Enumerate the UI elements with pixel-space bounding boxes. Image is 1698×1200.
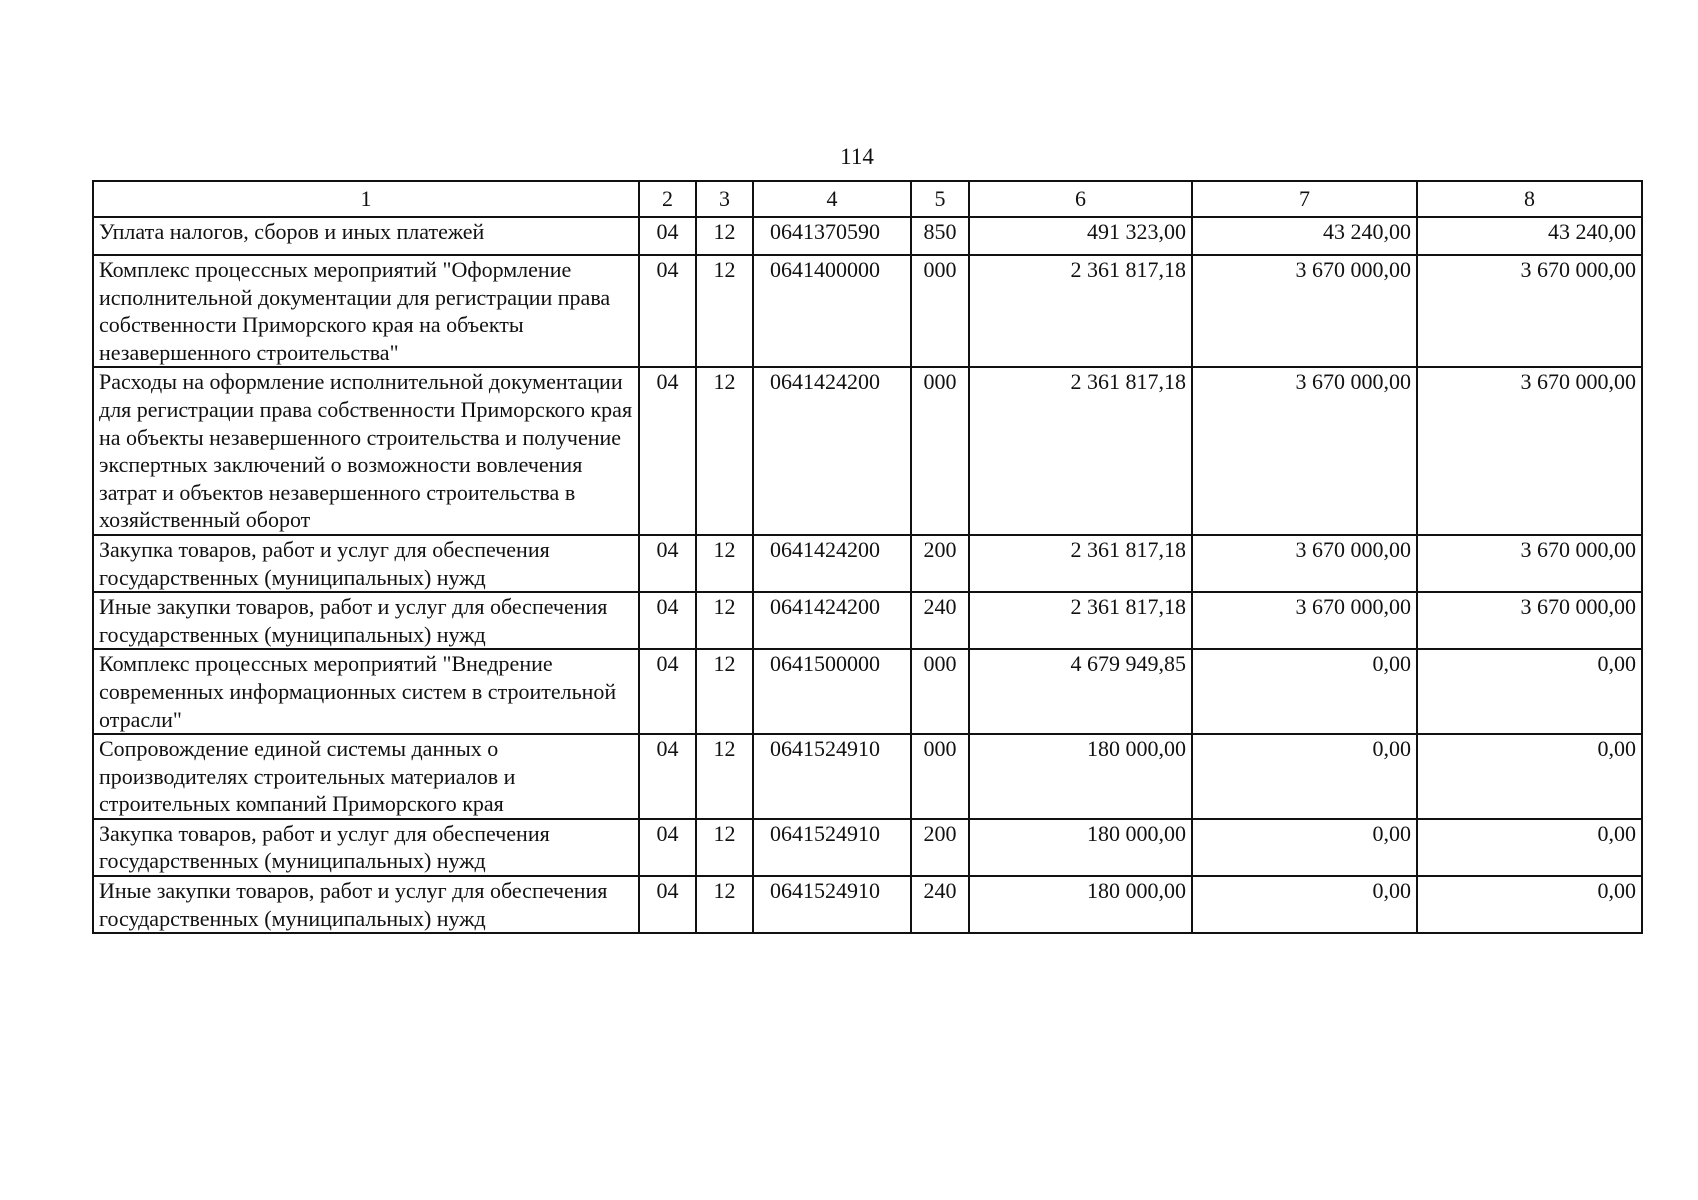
amount-col8: 0,00	[1417, 819, 1642, 876]
header-row	[93, 181, 1642, 217]
amount-col6: 180 000,00	[969, 734, 1192, 819]
target-article-code: 0641370590	[753, 217, 911, 255]
table-row	[93, 734, 1642, 819]
column-header: 2	[639, 181, 696, 217]
table-row	[93, 592, 1642, 649]
subsection-code: 12	[696, 217, 753, 255]
expense-type-code: 200	[911, 535, 969, 592]
column-header: 6	[969, 181, 1192, 217]
table-row	[93, 649, 1642, 734]
column-header: 5	[911, 181, 969, 217]
amount-col8: 0,00	[1417, 649, 1642, 734]
row-name: Уплата налогов, сборов и иных платежей	[93, 217, 639, 255]
section-code: 04	[639, 217, 696, 255]
row-name: Сопровождение единой системы данных о производителях строительных материалов и строительных компаний Приморского края	[93, 734, 639, 819]
amount-col8: 3 670 000,00	[1417, 367, 1642, 535]
amount-col8: 0,00	[1417, 734, 1642, 819]
section-code: 04	[639, 819, 696, 876]
expense-type-code: 200	[911, 819, 969, 876]
column-header: 4	[753, 181, 911, 217]
target-article-code: 0641524910	[753, 734, 911, 819]
column-header: 8	[1417, 181, 1642, 217]
budget-table	[92, 180, 1643, 934]
amount-col7: 43 240,00	[1192, 217, 1417, 255]
section-code: 04	[639, 876, 696, 933]
subsection-code: 12	[696, 649, 753, 734]
subsection-code: 12	[696, 819, 753, 876]
amount-col7: 0,00	[1192, 819, 1417, 876]
table-row	[93, 255, 1642, 367]
expense-type-code: 000	[911, 649, 969, 734]
target-article-code: 0641524910	[753, 876, 911, 933]
section-code: 04	[639, 592, 696, 649]
amount-col8: 3 670 000,00	[1417, 592, 1642, 649]
section-code: 04	[639, 535, 696, 592]
subsection-code: 12	[696, 535, 753, 592]
section-code: 04	[639, 649, 696, 734]
amount-col6: 2 361 817,18	[969, 255, 1192, 367]
amount-col7: 0,00	[1192, 734, 1417, 819]
amount-col6: 2 361 817,18	[969, 535, 1192, 592]
target-article-code: 0641424200	[753, 535, 911, 592]
subsection-code: 12	[696, 876, 753, 933]
table-row	[93, 217, 1642, 255]
amount-col6: 2 361 817,18	[969, 367, 1192, 535]
expense-type-code: 000	[911, 255, 969, 367]
subsection-code: 12	[696, 255, 753, 367]
amount-col7: 3 670 000,00	[1192, 367, 1417, 535]
target-article-code: 0641424200	[753, 592, 911, 649]
row-name: Комплекс процессных мероприятий "Оформление исполнительной документации для регистрации права собственности Приморского края на объекты незавершенного строительства"	[93, 255, 639, 367]
table-row	[93, 876, 1642, 933]
subsection-code: 12	[696, 592, 753, 649]
amount-col8: 3 670 000,00	[1417, 255, 1642, 367]
amount-col7: 0,00	[1192, 876, 1417, 933]
page-number: 114	[840, 144, 874, 169]
target-article-code: 0641524910	[753, 819, 911, 876]
column-header: 3	[696, 181, 753, 217]
subsection-code: 12	[696, 367, 753, 535]
column-header: 1	[93, 181, 639, 217]
amount-col8: 43 240,00	[1417, 217, 1642, 255]
amount-col6: 180 000,00	[969, 819, 1192, 876]
row-name: Расходы на оформление исполнительной документации для регистрации права собственности Приморского края на объекты незавершенного строительства и получение экспертных заключений о возможности вовлечения затрат и объектов незавершенного строительства в хозяйственный оборот	[93, 367, 639, 535]
amount-col8: 3 670 000,00	[1417, 535, 1642, 592]
amount-col7: 3 670 000,00	[1192, 255, 1417, 367]
target-article-code: 0641400000	[753, 255, 911, 367]
row-name: Закупка товаров, работ и услуг для обеспечения государственных (муниципальных) нужд	[93, 535, 639, 592]
amount-col6: 180 000,00	[969, 876, 1192, 933]
table-row	[93, 367, 1642, 535]
table-row	[93, 819, 1642, 876]
amount-col6: 491 323,00	[969, 217, 1192, 255]
expense-type-code: 240	[911, 876, 969, 933]
subsection-code: 12	[696, 734, 753, 819]
amount-col8: 0,00	[1417, 876, 1642, 933]
expense-type-code: 240	[911, 592, 969, 649]
amount-col6: 2 361 817,18	[969, 592, 1192, 649]
amount-col6: 4 679 949,85	[969, 649, 1192, 734]
amount-col7: 0,00	[1192, 649, 1417, 734]
section-code: 04	[639, 734, 696, 819]
section-code: 04	[639, 367, 696, 535]
expense-type-code: 000	[911, 734, 969, 819]
row-name: Закупка товаров, работ и услуг для обеспечения государственных (муниципальных) нужд	[93, 819, 639, 876]
target-article-code: 0641424200	[753, 367, 911, 535]
row-name: Иные закупки товаров, работ и услуг для обеспечения государственных (муниципальных) нужд	[93, 876, 639, 933]
expense-type-code: 850	[911, 217, 969, 255]
target-article-code: 0641500000	[753, 649, 911, 734]
table-row	[93, 535, 1642, 592]
amount-col7: 3 670 000,00	[1192, 535, 1417, 592]
expense-type-code: 000	[911, 367, 969, 535]
section-code: 04	[639, 255, 696, 367]
column-header: 7	[1192, 181, 1417, 217]
amount-col7: 3 670 000,00	[1192, 592, 1417, 649]
row-name: Иные закупки товаров, работ и услуг для обеспечения государственных (муниципальных) нужд	[93, 592, 639, 649]
row-name: Комплекс процессных мероприятий "Внедрение современных информационных систем в строительной отрасли"	[93, 649, 639, 734]
